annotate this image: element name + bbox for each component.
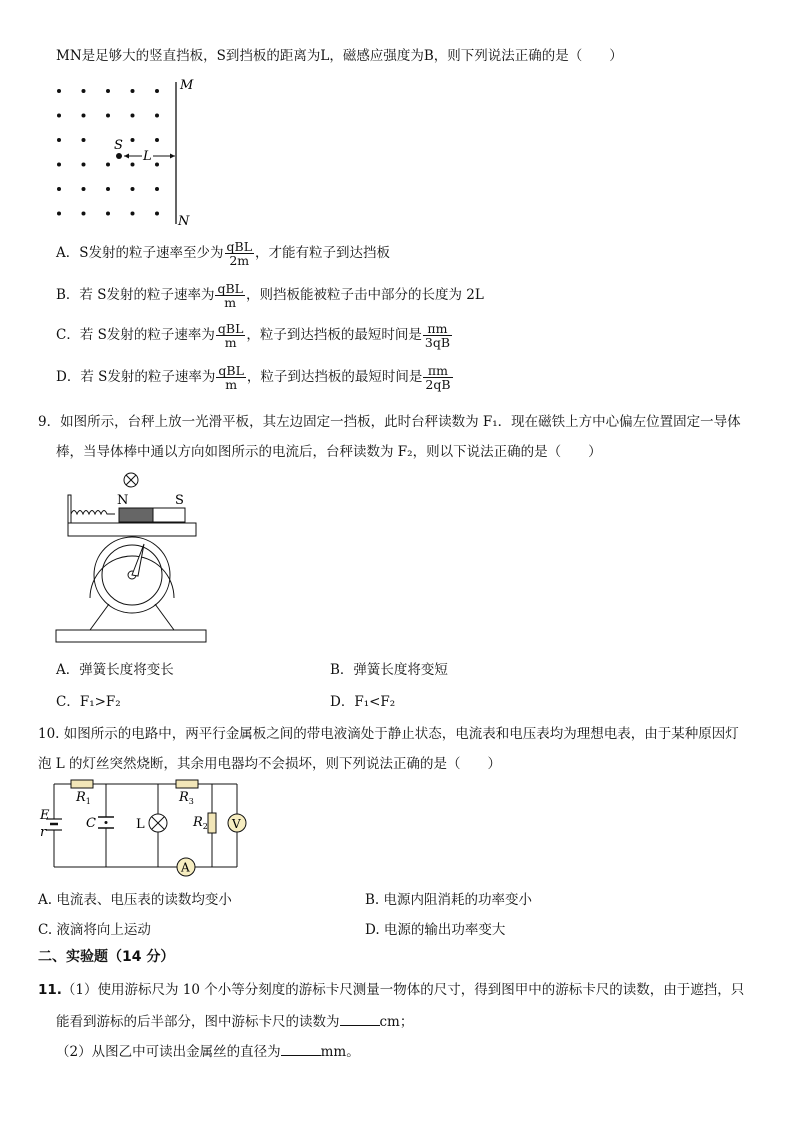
q8-magnetic-field-figure xyxy=(50,74,210,232)
q9-option-b[interactable]: B．弹簧长度将变短 xyxy=(330,662,448,678)
field-dot xyxy=(131,138,135,142)
field-dot xyxy=(155,89,159,93)
field-dot xyxy=(106,212,110,216)
svg-text:V: V xyxy=(232,817,241,831)
fraction: $\frac{\pi m}{3qB}$ xyxy=(424,321,451,351)
field-dot xyxy=(155,138,159,142)
q9-option-c[interactable]: C．F₁>F₂ xyxy=(56,694,121,710)
label-south: S xyxy=(175,493,184,508)
field-dot xyxy=(106,89,110,93)
field-dot xyxy=(82,187,86,191)
fraction: $\frac{\pi m}{2qB}$ xyxy=(425,363,451,393)
label-R1: $R_1$ xyxy=(76,790,91,806)
label-L: L xyxy=(136,817,145,832)
field-dot xyxy=(106,114,110,118)
resistor-r1 xyxy=(71,780,93,788)
field-dot xyxy=(106,163,110,167)
spring xyxy=(71,511,115,515)
fraction: $\frac{\text{qBL}}{m}$ xyxy=(218,363,244,393)
resistor-r2 xyxy=(208,813,216,833)
field-dot xyxy=(82,114,86,118)
field-dot xyxy=(82,163,86,167)
q8-stem: MN是足够大的竖直挡板，S到挡板的距离为L，磁感应强度为B，则下列说法正确的是（ ） xyxy=(56,48,623,64)
q11-line3: （2）从图乙中可读出金属丝的直径为 mm。 xyxy=(56,1044,360,1060)
section-title-experiment: 二、实验题（14 分） xyxy=(38,949,175,965)
scale-base xyxy=(56,630,206,642)
q10-option-b[interactable]: B. 电源内阻消耗的功率变小 xyxy=(365,892,533,908)
magnet-south xyxy=(153,508,185,522)
field-dot xyxy=(155,212,159,216)
field-dot xyxy=(82,138,86,142)
q10-stem-line2: 泡 L 的灯丝突然烧断，其余用电器均不会损坏，则下列说法正确的是（ ） xyxy=(38,756,502,772)
label-N: N xyxy=(178,214,190,229)
q10-option-c[interactable]: C. 液滴将向上运动 xyxy=(38,922,151,938)
q10-option-d[interactable]: D. 电源的输出功率变大 xyxy=(365,922,506,938)
fraction: $\frac{\text{qBL}}{m}$ xyxy=(217,281,243,311)
svg-text:A: A xyxy=(181,860,190,875)
q8-option-d[interactable]: D．若 S发射的粒子速率为 $\frac{\text{qBL}}{m}$ ，粒子到达挡板的最短时间是 $\frac{\pi m}{2qB}$ xyxy=(56,363,451,393)
label-C: C xyxy=(86,816,96,831)
q8-option-b[interactable]: B．若 S发射的粒子速率为 $\frac{\text{qBL}}{m}$ ，则挡板能被粒子击中部分的长度为 2L xyxy=(56,281,484,311)
field-dot xyxy=(57,163,61,167)
field-dot xyxy=(57,212,61,216)
field-dot xyxy=(131,187,135,191)
label-north: N xyxy=(117,493,129,508)
q9-option-d[interactable]: D．F₁<F₂ xyxy=(330,694,396,710)
q8-option-a[interactable]: A．S发射的粒子速率至少为 $\frac{\text{qBL}}{2m}$ ，才能有粒子到达挡板 xyxy=(56,239,390,269)
answer-blank-1[interactable] xyxy=(340,1013,380,1026)
q11-line2: 能看到游标的后半部分，图中游标卡尺的读数为 cm； xyxy=(56,1014,414,1030)
magnet-north xyxy=(119,508,153,522)
smooth-plate xyxy=(68,523,196,536)
label-R2: $R_2$ xyxy=(193,815,208,831)
field-dot xyxy=(57,114,61,118)
field-dot xyxy=(131,163,135,167)
q8-option-c[interactable]: C．若 S发射的粒子速率为 $\frac{\text{qBL}}{m}$ ，粒子到达挡板的最短时间是 $\frac{\pi m}{3qB}$ xyxy=(56,321,451,351)
label-R3: $R_3$ xyxy=(179,790,194,806)
field-dot xyxy=(155,114,159,118)
field-dot xyxy=(131,212,135,216)
q9-stem-line1: 9．如图所示，台秤上放一光滑平板，其左边固定一挡板，此时台秤读数为 F₁．现在磁铁上方中心偏左位置固定一导体 xyxy=(38,414,741,430)
field-dot xyxy=(57,187,61,191)
field-dot xyxy=(131,89,135,93)
field-dot xyxy=(131,114,135,118)
label-S: S xyxy=(114,138,123,153)
q9-stem-line2: 棒，当导体棒中通以方向如图所示的电流后，台秤读数为 F₂，则以下说法正确的是（ ） xyxy=(56,444,602,460)
q10-circuit-figure xyxy=(36,774,256,880)
field-dot xyxy=(82,89,86,93)
q10-option-a[interactable]: A. 电流表、电压表的读数均变小 xyxy=(38,892,232,908)
field-dot xyxy=(155,187,159,191)
label-L: L xyxy=(143,149,152,164)
field-dot xyxy=(57,89,61,93)
field-dot xyxy=(82,212,86,216)
q9-option-a[interactable]: A．弹簧长度将变长 xyxy=(56,662,174,678)
label-E: E xyxy=(40,808,50,823)
fraction: $\frac{\text{qBL}}{2m}$ xyxy=(226,239,252,269)
answer-blank-2[interactable] xyxy=(281,1043,321,1056)
field-dot xyxy=(57,138,61,142)
field-dot xyxy=(155,163,159,167)
fraction: $\frac{\text{qBL}}{m}$ xyxy=(217,321,244,351)
field-dot xyxy=(106,187,110,191)
q9-scale-figure xyxy=(54,468,212,646)
label-r: r xyxy=(40,825,47,840)
q11-line1: 11.（1）使用游标尺为 10 个小等分刻度的游标卡尺测量一物体的尺寸，得到图甲中的游标卡尺的读数，由于遮挡，只 xyxy=(38,982,745,998)
label-M: M xyxy=(180,78,194,93)
q10-stem-line1: 10. 如图所示的电路中，两平行金属板之间的带电液滴处于静止状态，电流表和电压表均为理想电表，由于某种原因灯 xyxy=(38,726,739,742)
resistor-r3 xyxy=(176,780,198,788)
